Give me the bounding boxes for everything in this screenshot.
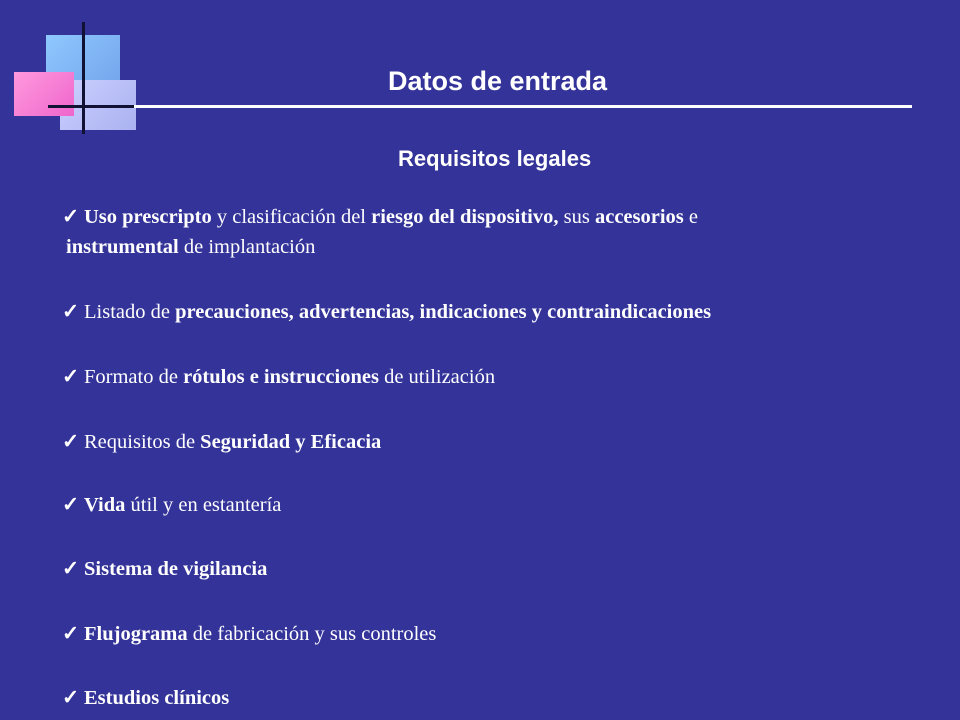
list-item: [62, 490, 926, 520]
item-text: Sistema de vigilancia: [84, 558, 268, 580]
item-text: Listado de precauciones, advertencias, indicaciones y contraindicaciones: [84, 301, 712, 323]
pink-square: [14, 72, 74, 116]
cross-line-vertical: [82, 22, 85, 134]
list-item: [62, 427, 926, 457]
item-text: Formato de rótulos e instrucciones de utilización: [84, 366, 496, 388]
list-item: [62, 362, 926, 392]
list-item: [62, 619, 926, 649]
checkmark-icon: ✓: [62, 494, 80, 516]
list-item: [62, 554, 926, 584]
item-text: Requisitos de Seguridad y Eficacia: [84, 431, 382, 453]
slide-title: Datos de entrada: [388, 66, 608, 96]
checkmark-icon: ✓: [62, 206, 80, 228]
checkmark-icon: ✓: [62, 687, 80, 709]
list-item: [62, 683, 926, 713]
checkmark-icon: ✓: [62, 558, 80, 580]
item-text: Estudios clínicos: [84, 687, 230, 709]
checkmark-icon: ✓: [62, 301, 80, 323]
item-text: Vida útil y en estantería: [84, 494, 282, 516]
item-text: Flujograma de fabricación y sus controles: [84, 623, 437, 645]
cross-line-horizontal: [48, 105, 134, 108]
checkmark-icon: ✓: [62, 366, 80, 388]
item-text: Uso prescripto y clasificación del riesgo del dispositivo, sus accesorios e instrumental de implantación: [66, 206, 699, 258]
checkmark-icon: ✓: [62, 431, 80, 453]
list-item: [62, 202, 926, 262]
slide-subtitle: Requisitos legales: [398, 146, 592, 171]
title-underline: [48, 105, 912, 108]
list-item: [62, 297, 926, 327]
checkmark-icon: ✓: [62, 623, 80, 645]
